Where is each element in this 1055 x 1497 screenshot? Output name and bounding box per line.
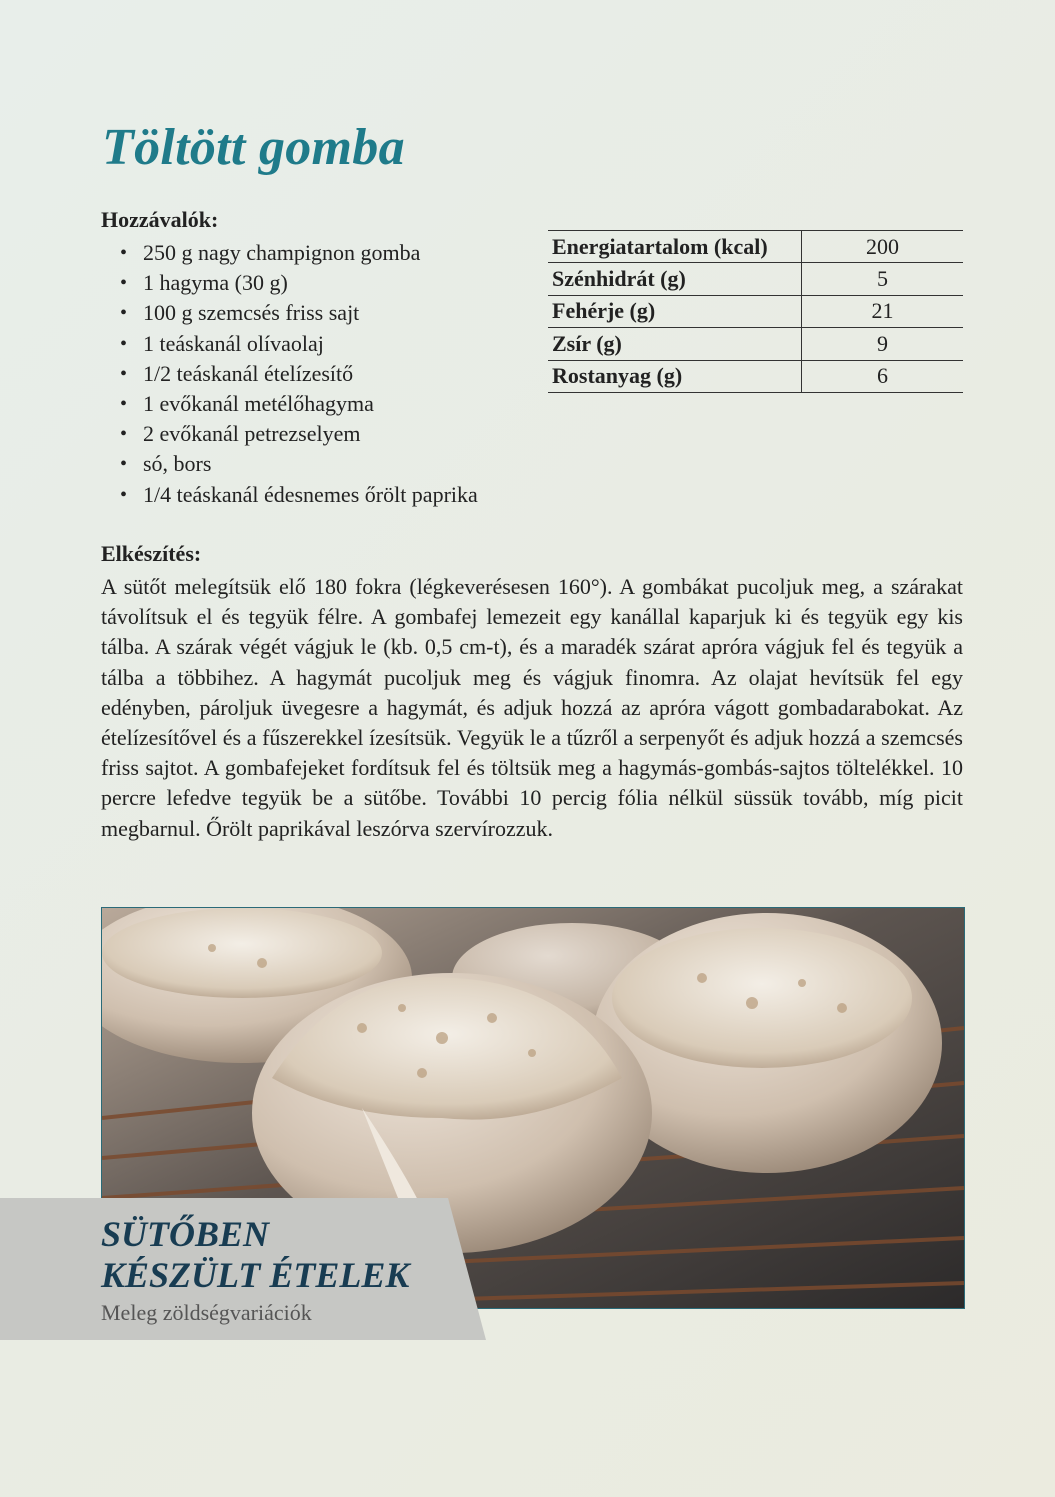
recipe-title: Töltött gomba	[102, 119, 405, 176]
ingredient-item: • 1 evőkanál metélőhagyma	[118, 389, 478, 419]
ingredients-list	[118, 238, 478, 510]
nutrition-label: Zsír (g)	[548, 328, 802, 360]
ingredient-item: • só, bors	[118, 449, 478, 479]
section-title-line2: KÉSZÜLT ÉTELEK	[101, 1255, 410, 1295]
ingredient-item: • 100 g szemcsés friss sajt	[118, 298, 478, 328]
ingredients-heading: Hozzávalók:	[101, 207, 219, 232]
nutrition-value: 21	[802, 295, 964, 327]
preparation-text: A sütőt melegítsük elő 180 fokra (légkeverésesen 160°). A gombákat pucoljuk meg, a szárakat távolítsuk el és tegyük félre. A gombafej lemezeit egy kanállal kaparjuk ki és tegyük egy kis tálba. A szárak végét vágjuk le (kb. 0,5 cm-t), és a maradék szárat apróra vágjuk fel és tegyük a tálba a többihez. A hagymát pucoljuk meg és vágjuk finomra. Az olajat hevítsük fel egy edényben, pároljuk üvegesre a hagymát, és adjuk hozzá az apróra vágott gombadarabokat. Az ételízesítővel és a fűszerekkel ízesítsük. Vegyük le a tűzről a serpenyőt és adjuk hozzá a szemcsés friss sajtot. A gombafejeket fordítsuk fel és töltsük meg a hagymás-gombás-sajtos töltelékkel. 10 percre lefedve tegyük be a sütőbe. További 10 percig fólia nélkül süssük tovább, míg picit megbarnul. Őrölt paprikával leszórva szervírozzuk.	[101, 574, 963, 841]
nutrition-label: Szénhidrát (g)	[548, 263, 802, 295]
nutrition-value: 200	[802, 231, 964, 263]
table-row	[548, 295, 963, 327]
table-row	[548, 328, 963, 360]
ingredient-item: • 2 evőkanál petrezselyem	[118, 419, 478, 449]
nutrition-value: 6	[802, 360, 964, 392]
ingredient-item: • 1/4 teáskanál édesnemes őrölt paprika	[118, 480, 478, 510]
nutrition-value: 9	[802, 328, 964, 360]
ingredient-item: • 1 teáskanál olívaolaj	[118, 329, 478, 359]
nutrition-table	[548, 230, 963, 393]
nutrition-label: Fehérje (g)	[548, 295, 802, 327]
nutrition-value: 5	[802, 263, 964, 295]
table-row	[548, 231, 963, 263]
ingredient-item: • 1 hagyma (30 g)	[118, 268, 478, 298]
preparation-heading: Elkészítés:	[101, 541, 202, 566]
ingredient-item: • 250 g nagy champignon gomba	[118, 238, 478, 268]
nutrition-label: Rostanyag (g)	[548, 360, 802, 392]
ingredient-item: • 1/2 teáskanál ételízesítő	[118, 359, 478, 389]
section-title	[101, 1214, 409, 1296]
table-row	[548, 263, 963, 295]
section-title-line1: SÜTŐBEN	[101, 1214, 270, 1254]
table-row	[548, 360, 963, 392]
section-subtitle: Meleg zöldségvariációk	[101, 1300, 312, 1325]
nutrition-label: Energiatartalom (kcal)	[548, 231, 802, 263]
